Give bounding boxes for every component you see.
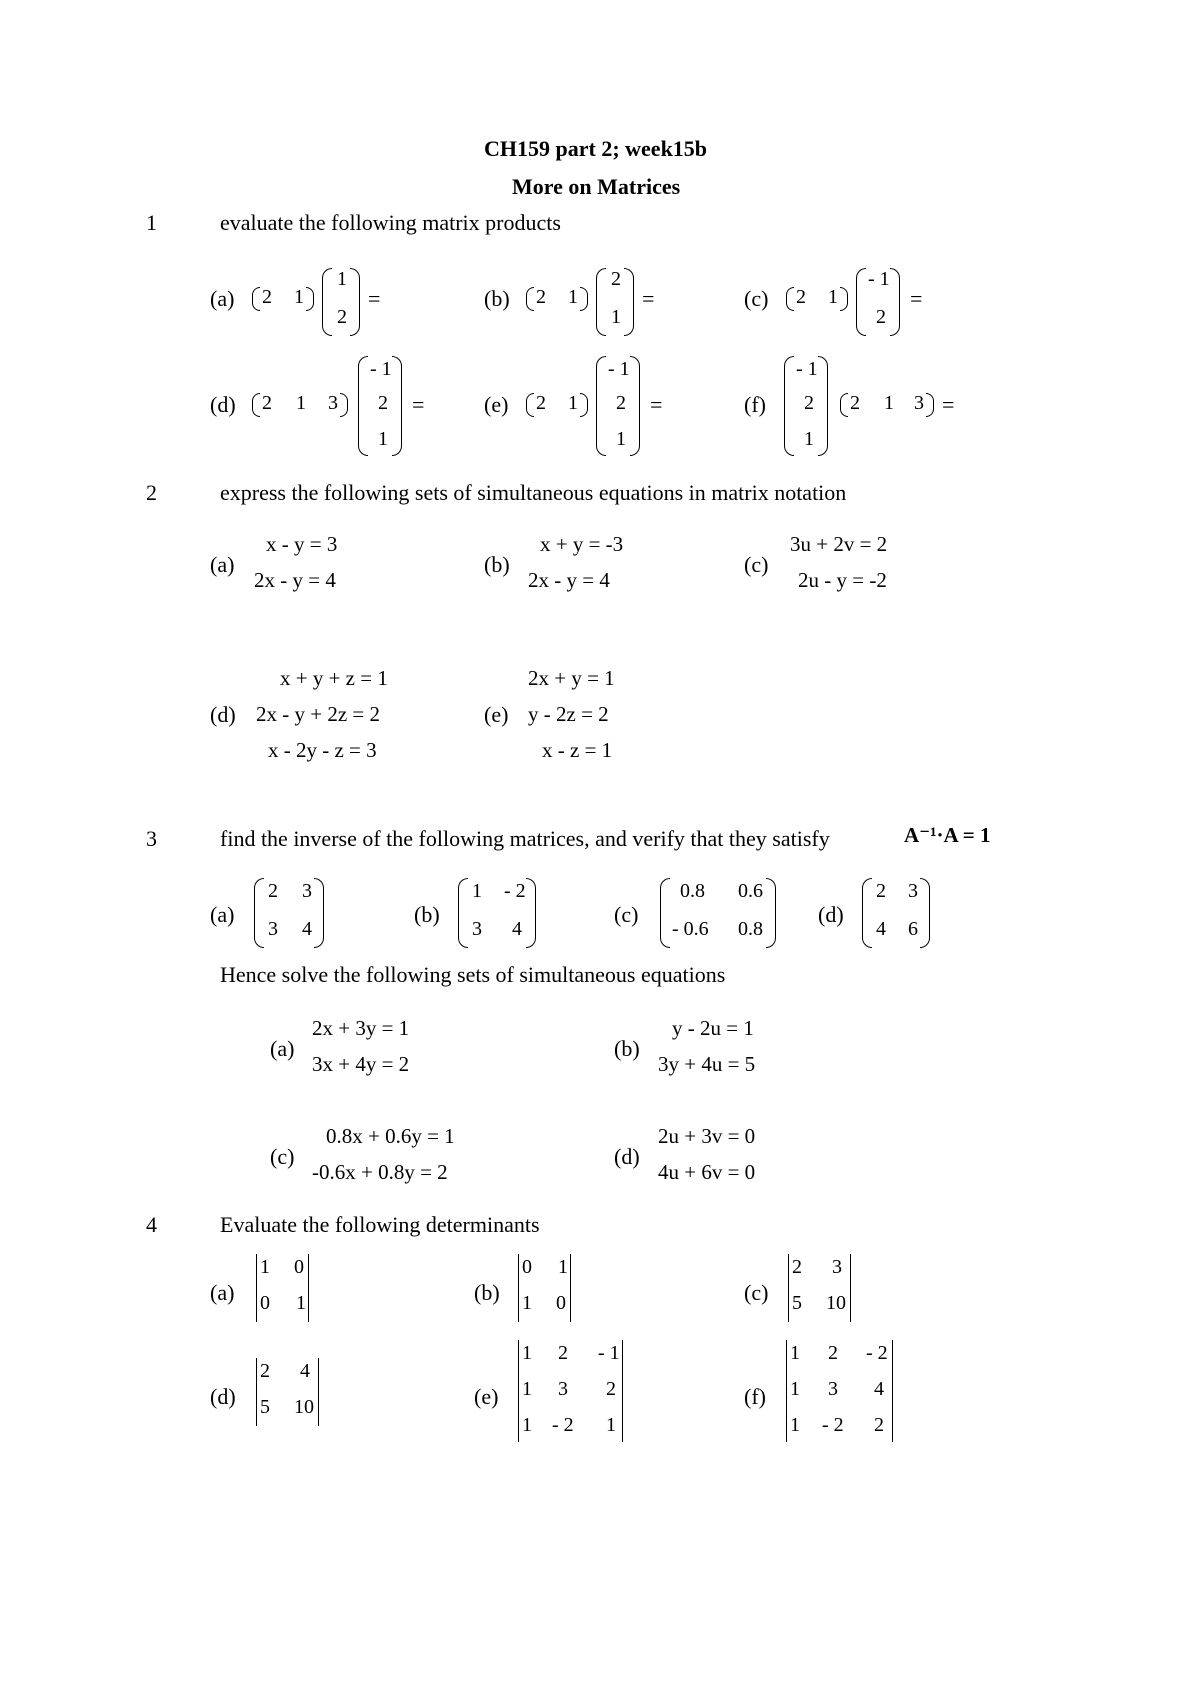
row-vector-right-paren (580, 393, 588, 417)
matrix-cell: 2 (337, 306, 347, 328)
matrix-cell: 0 (260, 1292, 270, 1314)
matrix-right-paren (314, 878, 324, 948)
hence-instruction: Hence solve the following sets of simultaneous equations (220, 962, 726, 987)
matrix-right-paren (920, 878, 930, 948)
matrix-cell: 3 (832, 1256, 842, 1278)
matrix-cell: 0.8 (680, 880, 705, 902)
matrix-left-paren (862, 878, 872, 948)
row-vector-left-paren (786, 287, 794, 311)
matrix-cell: 3 (472, 918, 482, 940)
matrix-cell: - 2 (504, 880, 526, 902)
q4-label-f: (f) (744, 1384, 766, 1409)
matrix-cell: 0.6 (738, 880, 763, 902)
q4-label-a: (a) (210, 1280, 235, 1305)
matrix-cell: 3 (908, 880, 918, 902)
matrix-cell: 10 (826, 1292, 846, 1314)
matrix-cell: 0.8 (738, 918, 763, 940)
equals-sign: = (368, 286, 381, 311)
row-vector-right-paren (340, 393, 348, 417)
equation-line: 3y + 4u = 5 (658, 1052, 756, 1076)
matrix-cell: 1 (296, 392, 306, 414)
equation-line: 4u + 6v = 0 (658, 1160, 756, 1184)
equation-line: y - 2u = 1 (672, 1016, 754, 1040)
equation-line: x + y = -3 (540, 532, 624, 556)
matrix-cell: 1 (568, 286, 578, 308)
determinant-right-bar (318, 1358, 320, 1426)
equation-line: x - y = 3 (266, 532, 338, 556)
determinant-left-bar (518, 1340, 520, 1442)
matrix-cell: 1 (522, 1342, 532, 1364)
question-1-number: 1 (146, 210, 157, 235)
matrix-cell: - 2 (866, 1342, 888, 1364)
determinant-left-bar (256, 1358, 258, 1426)
q2-label-a: (a) (210, 552, 235, 577)
matrix-cell: 1 (294, 286, 304, 308)
matrix-cell: - 1 (608, 358, 630, 380)
matrix-cell: 1 (606, 1414, 616, 1436)
q1-label-e: (e) (484, 392, 509, 417)
matrix-cell: 2 (558, 1342, 568, 1364)
determinant-left-bar (786, 1340, 788, 1442)
matrix-cell: 1 (790, 1342, 800, 1364)
determinant-left-bar (518, 1254, 520, 1322)
question-4-text: Evaluate the following determinants (220, 1212, 540, 1237)
matrix-cell: 1 (611, 306, 621, 328)
q4-label-e: (e) (474, 1384, 499, 1409)
equals-sign: = (642, 286, 655, 311)
row-vector-left-paren (840, 393, 848, 417)
matrix-cell: - 0.6 (672, 918, 709, 940)
q1-label-c: (c) (744, 286, 769, 311)
matrix-cell: 2 (792, 1256, 802, 1278)
matrix-left-paren (660, 878, 670, 948)
equation-line: 2x + 3y = 1 (312, 1016, 410, 1040)
determinant-right-bar (570, 1254, 572, 1322)
matrix-cell: 2 (850, 392, 860, 414)
matrix-cell: 10 (294, 1396, 314, 1418)
matrix-cell: 1 (790, 1414, 800, 1436)
matrix-cell: 2 (378, 392, 388, 414)
determinant-left-bar (256, 1254, 258, 1322)
matrix-cell: 0 (556, 1292, 566, 1314)
q3-label-c: (c) (614, 902, 639, 927)
matrix-cell: - 1 (598, 1342, 620, 1364)
equation-line: 0.8x + 0.6y = 1 (326, 1124, 455, 1148)
matrix-right-paren (766, 878, 776, 948)
q3-sys-label-a: (a) (270, 1036, 295, 1061)
matrix-cell: 1 (378, 428, 388, 450)
equals-sign: = (650, 392, 663, 417)
question-2-number: 2 (146, 480, 157, 505)
identity-equation: A⁻¹·A = 1 (904, 823, 991, 847)
q3-label-a: (a) (210, 902, 235, 927)
equals-sign: = (412, 392, 425, 417)
q3-sys-label-b: (b) (614, 1036, 640, 1061)
matrix-cell: 1 (558, 1256, 568, 1278)
matrix-cell: 1 (616, 428, 626, 450)
matrix-cell: 2 (611, 268, 621, 290)
q3-sys-label-d: (d) (614, 1144, 640, 1169)
equation-line: 2u - y = -2 (798, 568, 887, 592)
matrix-cell: 1 (472, 880, 482, 902)
matrix-cell: 4 (876, 918, 886, 940)
question-3-text: find the inverse of the following matrices, and verify that they satisfy (220, 826, 830, 851)
matrix-cell: 3 (558, 1378, 568, 1400)
matrix-cell: 5 (792, 1292, 802, 1314)
matrix-cell: 3 (302, 880, 312, 902)
column-vector-right-paren (818, 356, 828, 456)
matrix-cell: 2 (606, 1378, 616, 1400)
matrix-cell: 2 (262, 392, 272, 414)
matrix-cell: 3 (828, 1378, 838, 1400)
matrix-cell: 1 (260, 1256, 270, 1278)
matrix-cell: - 2 (552, 1414, 574, 1436)
q4-label-c: (c) (744, 1280, 769, 1305)
q2-label-d: (d) (210, 702, 236, 727)
q3-label-b: (b) (414, 902, 440, 927)
matrix-cell: 1 (296, 1292, 306, 1314)
q2-label-c: (c) (744, 552, 769, 577)
equals-sign: = (942, 392, 955, 417)
determinant-right-bar (308, 1254, 310, 1322)
column-vector-left-paren (358, 356, 368, 456)
matrix-cell: 4 (874, 1378, 884, 1400)
matrix-cell: 3 (914, 392, 924, 414)
q4-label-d: (d) (210, 1384, 236, 1409)
matrix-cell: 2 (260, 1360, 270, 1382)
determinant-right-bar (622, 1340, 624, 1442)
equation-line: 2x + y = 1 (528, 666, 615, 690)
determinant-left-bar (788, 1254, 790, 1322)
equation-line: 2u + 3v = 0 (658, 1124, 756, 1148)
equation-line: 3x + 4y = 2 (312, 1052, 410, 1076)
row-vector-right-paren (306, 287, 314, 311)
row-vector-left-paren (252, 393, 260, 417)
matrix-cell: - 1 (868, 268, 890, 290)
row-vector-left-paren (526, 287, 534, 311)
matrix-cell: 1 (522, 1292, 532, 1314)
column-vector-left-paren (596, 356, 606, 456)
matrix-cell: 2 (876, 880, 886, 902)
matrix-cell: - 1 (370, 358, 392, 380)
row-vector-left-paren (526, 393, 534, 417)
q4-label-b: (b) (474, 1280, 500, 1305)
q1-label-a: (a) (210, 286, 235, 311)
equation-line: -0.6x + 0.8y = 2 (312, 1160, 448, 1184)
matrix-left-paren (254, 878, 264, 948)
matrix-cell: 1 (337, 268, 347, 290)
matrix-cell: 4 (300, 1360, 310, 1382)
determinant-right-bar (850, 1254, 852, 1322)
matrix-cell: 2 (536, 286, 546, 308)
equals-sign: = (910, 286, 923, 311)
question-3-number: 3 (146, 826, 157, 851)
equation-line: 3u + 2v = 2 (790, 532, 888, 556)
equation-line: 2x - y = 4 (254, 568, 336, 592)
column-vector-right-paren (630, 356, 640, 456)
matrix-cell: 1 (804, 428, 814, 450)
matrix-cell: 0 (294, 1256, 304, 1278)
q1-label-f: (f) (744, 392, 766, 417)
matrix-cell: 1 (790, 1378, 800, 1400)
matrix-cell: 4 (512, 918, 522, 940)
equation-line: x - z = 1 (542, 738, 613, 762)
q3-label-d: (d) (818, 902, 844, 927)
matrix-cell: 6 (908, 918, 918, 940)
matrix-cell: 2 (828, 1342, 838, 1364)
column-vector-left-paren (596, 268, 606, 336)
matrix-cell: 2 (876, 306, 886, 328)
row-vector-left-paren (252, 287, 260, 311)
matrix-cell: 3 (268, 918, 278, 940)
column-vector-right-paren (890, 268, 900, 336)
q1-label-d: (d) (210, 392, 236, 417)
question-2-text: express the following sets of simultaneous equations in matrix notation (220, 480, 847, 505)
question-1-text: evaluate the following matrix products (220, 210, 561, 235)
matrix-cell: 1 (884, 392, 894, 414)
row-vector-right-paren (926, 393, 934, 417)
matrix-cell: 1 (522, 1414, 532, 1436)
column-vector-right-paren (350, 268, 360, 336)
matrix-cell: 2 (796, 286, 806, 308)
matrix-cell: 2 (804, 392, 814, 414)
q2-label-e: (e) (484, 702, 509, 727)
q1-label-b: (b) (484, 286, 510, 311)
matrix-left-paren (458, 878, 468, 948)
q3-sys-label-c: (c) (270, 1144, 295, 1169)
row-vector-right-paren (580, 287, 588, 311)
column-vector-left-paren (784, 356, 794, 456)
matrix-cell: 1 (568, 392, 578, 414)
matrix-cell: 5 (260, 1396, 270, 1418)
column-vector-left-paren (856, 268, 866, 336)
equation-line: 2x - y = 4 (528, 568, 610, 592)
equation-line: x + y + z = 1 (280, 666, 388, 690)
matrix-cell: 1 (828, 286, 838, 308)
matrix-cell: 2 (268, 880, 278, 902)
matrix-cell: - 1 (796, 358, 818, 380)
equation-line: 2x - y + 2z = 2 (256, 702, 381, 726)
page-title: CH159 part 2; week15b (484, 136, 708, 161)
q2-label-b: (b) (484, 552, 510, 577)
equation-line: y - 2z = 2 (528, 702, 609, 726)
column-vector-left-paren (322, 268, 332, 336)
matrix-right-paren (526, 878, 536, 948)
matrix-cell: 2 (874, 1414, 884, 1436)
matrix-cell: 0 (522, 1256, 532, 1278)
page-subtitle: More on Matrices (512, 174, 681, 199)
column-vector-right-paren (624, 268, 634, 336)
matrix-cell: 2 (536, 392, 546, 414)
matrix-cell: 3 (328, 392, 338, 414)
determinant-right-bar (892, 1340, 894, 1442)
row-vector-right-paren (840, 287, 848, 311)
question-4-number: 4 (146, 1212, 157, 1237)
equation-line: x - 2y - z = 3 (268, 738, 377, 762)
matrix-cell: 2 (616, 392, 626, 414)
matrix-cell: 2 (262, 286, 272, 308)
matrix-cell: 1 (522, 1378, 532, 1400)
column-vector-right-paren (392, 356, 402, 456)
matrix-cell: 4 (302, 918, 312, 940)
matrix-cell: - 2 (822, 1414, 844, 1436)
